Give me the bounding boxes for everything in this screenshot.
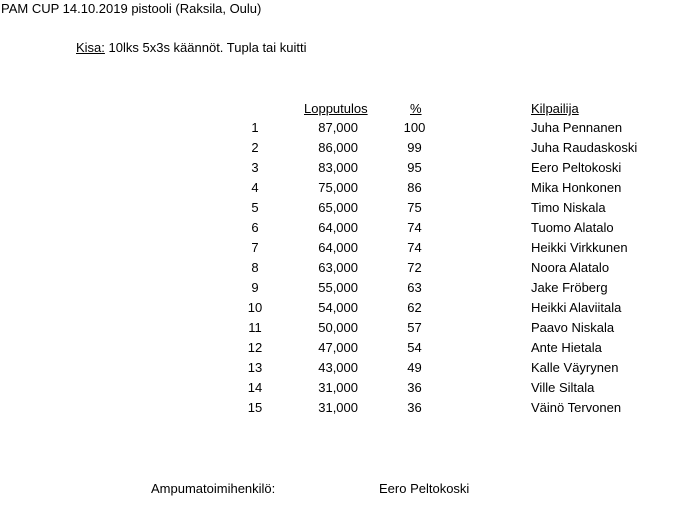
percent-cell: 74 [407,240,422,255]
competitor-cell: Noora Alatalo [531,260,610,275]
competitor-cell: Heikki Virkkunen [531,240,628,255]
rank-cell: 6 [251,220,259,235]
table-row [0,180,686,200]
rank-cell: 2 [251,140,259,155]
percent-cell: 95 [407,160,422,175]
result-cell: 31,000 [318,380,358,395]
percent-cell: 63 [407,280,422,295]
kisa-text: 10lks 5x3s käännöt. Tupla tai kuitti [104,40,307,55]
rank-cell: 13 [247,360,263,375]
competition-description [76,40,307,56]
kisa-label: Kisa: [76,40,105,55]
rank-cell: 9 [251,280,259,295]
table-row [0,360,686,380]
result-cell: 83,000 [318,160,358,175]
result-cell: 54,000 [318,300,358,315]
official-name: Eero Peltokoski [379,481,470,496]
result-cell: 63,000 [318,260,358,275]
percent-cell: 72 [407,260,422,275]
result-cell: 75,000 [318,180,358,195]
competitor-cell: Heikki Alaviitala [531,300,622,315]
table-row [0,380,686,400]
result-cell: 87,000 [318,120,358,135]
rank-cell: 8 [251,260,259,275]
result-cell: 47,000 [318,340,358,355]
rank-cell: 7 [251,240,259,255]
competitor-cell: Väinö Tervonen [531,400,622,415]
table-row [0,340,686,360]
table-row [0,220,686,240]
result-cell: 43,000 [318,360,358,375]
table-row [0,260,686,280]
competitor-cell: Juha Pennanen [531,120,623,135]
competitor-cell: Ville Siltala [531,380,595,395]
competitor-cell: Paavo Niskala [531,320,615,335]
rank-cell: 10 [247,300,263,315]
competitor-cell: Kalle Väyrynen [531,360,619,375]
percent-cell: 54 [407,340,422,355]
result-cell: 50,000 [318,320,358,335]
competitor-cell: Juha Raudaskoski [531,140,638,155]
percent-cell: 86 [407,180,422,195]
table-row [0,400,686,420]
competitor-cell: Timo Niskala [531,200,606,215]
table-row [0,240,686,260]
percent-cell: 36 [407,400,422,415]
rank-cell: 1 [251,120,259,135]
result-cell: 86,000 [318,140,358,155]
result-cell: 64,000 [318,220,358,235]
table-row [0,140,686,160]
percent-cell: 75 [407,200,422,215]
table-row [0,120,686,140]
document-title: PAM CUP 14.10.2019 pistooli (Raksila, Oulu) [1,1,262,16]
percent-cell: 100 [403,120,426,135]
competitor-cell: Tuomo Alatalo [531,220,614,235]
percent-cell: 99 [407,140,422,155]
percent-cell: 57 [407,320,422,335]
competitor-cell: Eero Peltokoski [531,160,622,175]
competitor-cell: Mika Honkonen [531,180,622,195]
percent-cell: 49 [407,360,422,375]
header-result: Lopputulos [304,101,368,116]
percent-cell: 62 [407,300,422,315]
result-cell: 55,000 [318,280,358,295]
result-cell: 64,000 [318,240,358,255]
header-percent: % [410,101,422,116]
table-row [0,280,686,300]
result-cell: 65,000 [318,200,358,215]
competitor-cell: Ante Hietala [531,340,602,355]
rank-cell: 15 [247,400,263,415]
table-row [0,320,686,340]
header-competitor: Kilpailija [531,101,579,116]
rank-cell: 14 [247,380,263,395]
rank-cell: 12 [247,340,263,355]
percent-cell: 36 [407,380,422,395]
table-row [0,300,686,320]
rank-cell: 4 [251,180,259,195]
rank-cell: 11 [248,320,262,335]
official-label: Ampumatoimihenkilö: [151,481,276,496]
table-row [0,160,686,180]
percent-cell: 74 [407,220,422,235]
result-cell: 31,000 [318,400,358,415]
rank-cell: 3 [251,160,259,175]
competitor-cell: Jake Fröberg [531,280,608,295]
table-row [0,200,686,220]
rank-cell: 5 [251,200,259,215]
